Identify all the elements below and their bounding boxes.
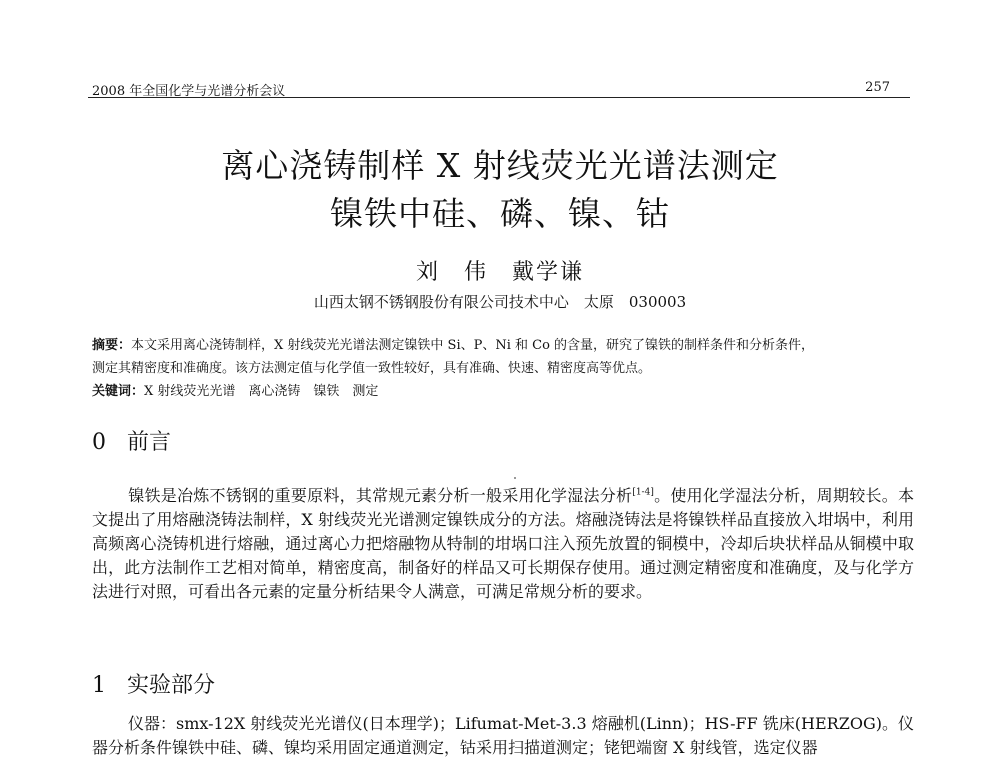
conference-name: 2008 年全国化学与光谱分析会议 [92, 84, 286, 99]
page-number: 257 [865, 80, 890, 95]
para-text-2: 。使用化学湿法分析，周期较长。本文提出了用熔融浇铸法制样，X 射线荧光光谱测定镍铁成分的方法。熔融浇铸法是将镍铁样品直接放入坩埚中，利用高频离心浇铸机进行熔融，通过离心力把熔融物从特制的坩埚口注入预先放置的铜模中，冷却后块状样品从铜模中取出，此方法制作工艺相对简单，精密度高，制备好的样品又可长期保存使用。通过测定精密度和准确度，及与化学方法进行对照，可看出各元素的定量分析结果令人满意，可满足常规分析的要求。 [92, 486, 914, 601]
abstract-label: 摘要： [92, 338, 132, 353]
header-rule [88, 97, 910, 98]
keywords-text: X 射线荧光光谱 离心浇铸 镍铁 测定 [144, 384, 379, 399]
section-0-paragraph [92, 484, 914, 604]
authors: 刘 伟 戴学谦 [415, 260, 584, 285]
section-0-title: 前言 [126, 430, 171, 455]
section-1-heading [92, 668, 215, 699]
section-0-heading [92, 425, 171, 456]
section-1-paragraph [92, 712, 914, 760]
section-1-title: 实验部分 [126, 673, 215, 698]
section-0-number: 0 [92, 430, 106, 455]
speck [514, 477, 516, 479]
title-line-1: 离心浇铸制样 X 射线荧光光谱法测定 [221, 146, 779, 185]
affiliation: 山西太钢不锈钢股份有限公司技术中心 太原 030003 [313, 293, 687, 311]
abstract-line-2: 测定其精密度和准确度。该方法测定值与化学值一致性较好，具有准确、快速、精密度高等优点。 [92, 361, 652, 376]
title-line-2: 镍铁中硅、磷、镍、钴 [330, 194, 670, 233]
keywords [92, 381, 912, 402]
para-text-1: 镍铁是冶炼不锈钢的重要原料，其常规元素分析一般采用化学湿法分析 [128, 486, 633, 505]
abstract [92, 335, 912, 356]
section-1-text: 仪器：smx-12X 射线荧光光谱仪(日本理学)；Lifumat-Met-3.3 熔融机(Linn)；HS-FF 铣床(HERZOG)。仪器分析条件镍铁中硅、磷、镍均采用固定通道测定，钴采用扫描道测定；铑钯端窗 X 射线管，选定仪器 [92, 714, 914, 757]
abstract-line-1: 本文采用离心浇铸制样，X 射线荧光光谱法测定镍铁中 Si、P、Ni 和 Co 的含量，研究了镍铁的制样条件和分析条件， [131, 338, 815, 353]
citation: [1-4] [632, 487, 654, 498]
section-1-number: 1 [92, 673, 106, 698]
keywords-label: 关键词： [92, 384, 145, 399]
